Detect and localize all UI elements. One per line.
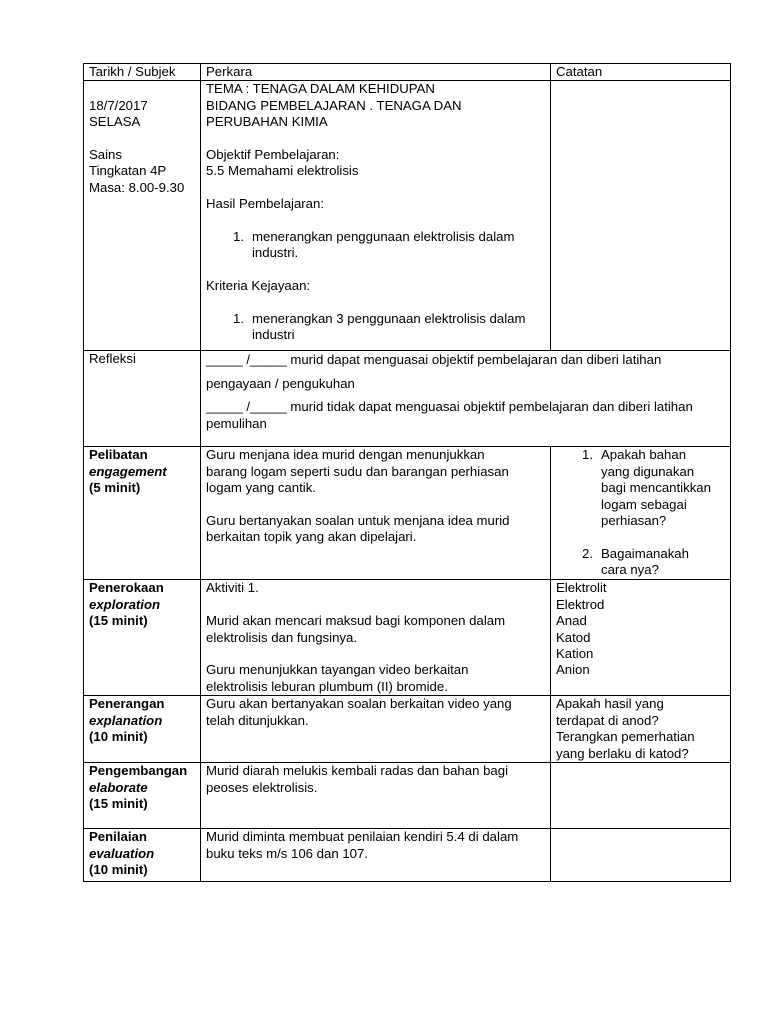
question-list <box>551 447 725 578</box>
phase-name: Penerangan <box>89 696 165 712</box>
header-notes: Catatan <box>551 64 731 81</box>
phase-english: elaborate <box>89 779 148 795</box>
list-number: 1. <box>233 311 244 327</box>
phase-duration: (10 minit) <box>89 862 148 878</box>
outcome-label: Hasil Pembelajaran: <box>206 196 325 212</box>
phase-english: explanation <box>89 712 163 728</box>
reflection-line4: pemulihan <box>206 415 267 431</box>
phase-activity-cell <box>201 763 551 829</box>
theme: TEMA : TENAGA DALAM KEHIDUPAN <box>206 81 435 97</box>
note-line: Kation <box>556 646 594 662</box>
activity-line: elektrolisis dan fungsinya. <box>206 629 358 645</box>
phase-notes-cell <box>551 696 731 763</box>
learning-area-line2: PERUBAHAN KIMIA <box>206 114 328 130</box>
activity-line: Guru akan bertanyakan soalan berkaitan video yang <box>206 696 512 712</box>
lesson-day: SELASA <box>89 114 141 130</box>
list-item <box>551 546 725 579</box>
question-line: bagi mencantikkan <box>601 480 711 496</box>
phase-duration: (10 minit) <box>89 729 148 745</box>
phase-duration: (5 minit) <box>89 480 141 496</box>
question-line: yang digunakan <box>601 463 695 479</box>
phase-activity-cell <box>201 696 551 763</box>
reflection-row <box>84 351 731 447</box>
phase-notes-cell <box>551 580 731 696</box>
list-number: 1. <box>582 447 593 463</box>
phase-activity-cell <box>201 447 551 580</box>
list-number: 1. <box>233 229 244 245</box>
learning-area-line1: BIDANG PEMBELAJARAN . TENAGA DAN <box>206 97 462 113</box>
question-line: logam sebagai <box>601 496 687 512</box>
activity-line: barang logam seperti sudu dan barangan perhiasan <box>206 463 509 479</box>
list-text: industri. <box>252 245 299 261</box>
activity-line: Murid diarah melukis kembali radas dan bahan bagi <box>206 763 509 779</box>
lesson-time: Masa: 8.00-9.30 <box>89 179 185 195</box>
header-matter: Perkara <box>201 64 551 81</box>
note-line: Elektrolit <box>556 580 607 596</box>
question-line: cara nya? <box>601 562 659 578</box>
phase-english: engagement <box>89 463 167 479</box>
activity-line: Murid diminta membuat penilaian kendiri 5.4 di dalam <box>206 829 519 845</box>
activity-line: Guru menunjukkan tayangan video berkaitan <box>206 662 469 678</box>
phase-activity-cell <box>201 580 551 696</box>
note-line: Apakah hasil yang <box>556 696 664 712</box>
criteria-label: Kriteria Kejayaan: <box>206 278 311 294</box>
activity-line: Murid akan mencari maksud bagi komponen dalam <box>206 613 506 629</box>
phase-english: evaluation <box>89 845 155 861</box>
phase-duration: (15 minit) <box>89 796 148 812</box>
phase-label-cell <box>84 763 201 829</box>
phase-name: Pelibatan <box>89 447 148 463</box>
phase-row-exploration <box>84 580 731 696</box>
lesson-form: Tingkatan 4P <box>89 163 167 179</box>
outcome-list <box>206 229 545 262</box>
note-line: Terangkan pemerhatian <box>556 729 695 745</box>
phase-row-elaborate <box>84 763 731 829</box>
content-notes-cell <box>551 81 731 351</box>
phase-notes-cell <box>551 829 731 882</box>
phase-row-evaluation <box>84 829 731 882</box>
reflection-label: Refleksi <box>84 351 201 447</box>
note-line: Katod <box>556 629 591 645</box>
activity-line: buku teks m/s 106 dan 107. <box>206 845 369 861</box>
phase-label-cell <box>84 696 201 763</box>
content-row <box>84 81 731 351</box>
activity-line: peoses elektrolisis. <box>206 779 318 795</box>
list-item <box>551 447 725 529</box>
phase-row-engagement <box>84 447 731 580</box>
phase-row-explanation <box>84 696 731 763</box>
note-line: yang berlaku di katod? <box>556 745 689 761</box>
activity-line: berkaitan topik yang akan dipelajari. <box>206 529 417 545</box>
phase-name: Penerokaan <box>89 580 164 596</box>
activity-line: elektrolisis leburan plumbum (II) bromide. <box>206 678 448 694</box>
objective-label: Objektif Pembelajaran: <box>206 147 340 163</box>
list-text: menerangkan 3 penggunaan elektrolisis dalam <box>252 311 526 327</box>
content-cell <box>201 81 551 351</box>
phase-notes-cell <box>551 447 731 580</box>
reflection-cell <box>201 351 731 447</box>
phase-notes-cell <box>551 763 731 829</box>
phase-label-cell <box>84 447 201 580</box>
reflection-line2: pengayaan / pengukuhan <box>206 375 355 391</box>
header-row <box>84 64 731 81</box>
objective: 5.5 Memahami elektrolisis <box>206 163 359 179</box>
phase-name: Penilaian <box>89 829 147 845</box>
reflection-line1: _____ /_____ murid dapat menguasai objektif pembelajaran dan diberi latihan <box>206 352 662 368</box>
note-line: Elektrod <box>556 596 605 612</box>
list-text: industri <box>252 327 295 343</box>
info-cell <box>84 81 201 351</box>
note-line: Anad <box>556 613 587 629</box>
activity-line: Guru bertanyakan soalan untuk menjana idea murid <box>206 513 510 529</box>
activity-line: Aktiviti 1. <box>206 580 259 596</box>
list-text: menerangkan penggunaan elektrolisis dalam <box>252 229 515 245</box>
phase-activity-cell <box>201 829 551 882</box>
list-item <box>206 229 545 262</box>
reflection-line3: _____ /_____ murid tidak dapat menguasai objektif pembelajaran dan diberi latihan <box>206 399 693 415</box>
lesson-subject: Sains <box>89 147 122 162</box>
list-item <box>206 311 545 344</box>
list-number: 2. <box>582 545 593 561</box>
note-line: Anion <box>556 662 590 678</box>
phase-name: Pengembangan <box>89 763 188 779</box>
activity-line: logam yang cantik. <box>206 480 316 496</box>
note-line: terdapat di anod? <box>556 712 659 728</box>
question-line: perhiasan? <box>601 513 667 529</box>
activity-line: Guru menjana idea murid dengan menunjukkan <box>206 447 485 463</box>
phase-duration: (15 minit) <box>89 613 148 629</box>
lesson-date: 18/7/2017 <box>89 97 148 113</box>
activity-line: telah ditunjukkan. <box>206 712 309 728</box>
question-line: Apakah bahan <box>601 447 687 463</box>
header-date-subject: Tarikh / Subjek <box>84 64 201 81</box>
phase-label-cell <box>84 829 201 882</box>
criteria-list <box>206 311 545 344</box>
phase-label-cell <box>84 580 201 696</box>
lesson-plan-table <box>83 63 731 882</box>
phase-english: exploration <box>89 596 161 612</box>
question-line: Bagaimanakah <box>601 545 689 561</box>
